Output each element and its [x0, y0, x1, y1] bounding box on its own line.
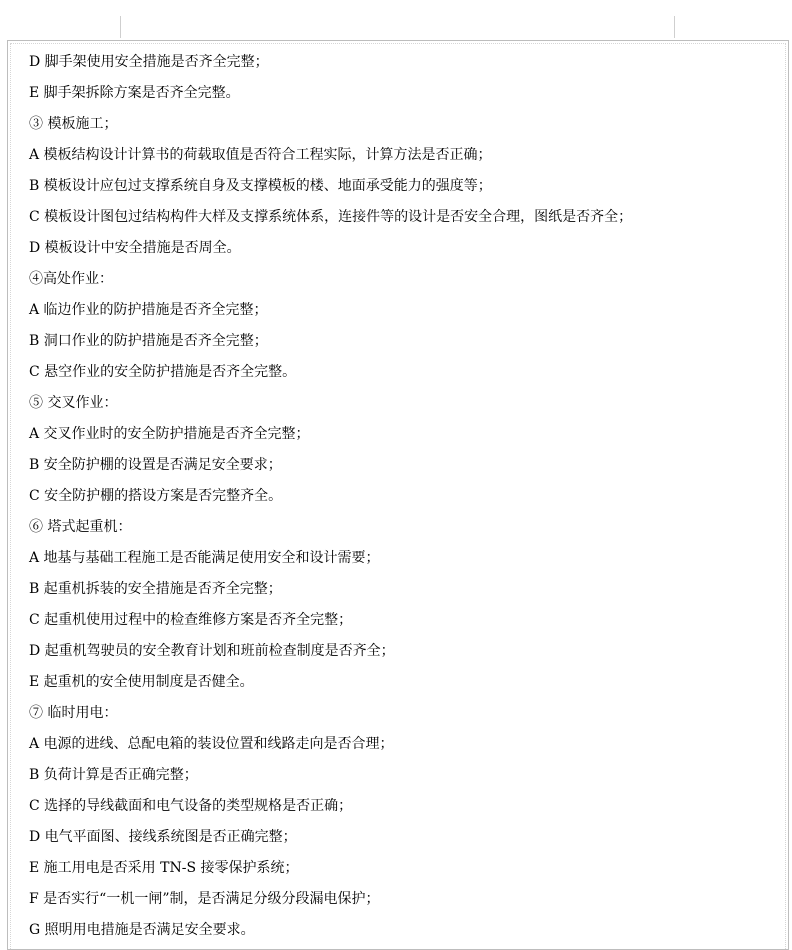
- text-line: B 起重机拆装的安全措施是否齐全完整；: [29, 581, 282, 597]
- text-line: B 负荷计算是否正确完整；: [29, 767, 198, 783]
- text-line: D 脚手架使用安全措施是否齐全完整；: [29, 54, 269, 70]
- document-text: [29, 50, 632, 949]
- section-heading: ④高处作业：: [29, 271, 113, 287]
- text-line: E 施工用电是否采用 TN-S 接零保护系统；: [29, 860, 299, 876]
- text-line: C 悬空作业的安全防护措施是否齐全完整。: [29, 364, 297, 380]
- section-heading: ⑦ 临时用电：: [29, 705, 118, 721]
- text-line: D 电气平面图、接线系统图是否正确完整；: [29, 829, 297, 845]
- section-heading: ③ 模板施工；: [29, 116, 118, 132]
- text-line: A 地基与基础工程施工是否能满足使用安全和设计需要；: [29, 550, 380, 566]
- text-line: G 照明用电措施是否满足安全要求。: [29, 922, 255, 938]
- text-line: A 临边作业的防护措施是否齐全完整；: [29, 302, 268, 318]
- document-page: [7, 40, 789, 950]
- text-line: E 脚手架拆除方案是否齐全完整。: [29, 85, 240, 101]
- text-line: C 选择的导线截面和电气设备的类型规格是否正确；: [29, 798, 353, 814]
- text-line: C 安全防护棚的搭设方案是否完整齐全。: [29, 488, 283, 504]
- right-margin-marker: [674, 16, 675, 38]
- left-margin-marker: [120, 16, 121, 38]
- text-boundary: [10, 43, 786, 949]
- text-line: B 模板设计应包过支撑系统自身及支撑模板的楼、地面承受能力的强度等；: [29, 178, 492, 194]
- text-line: A 电源的进线、总配电箱的装设位置和线路走向是否合理；: [29, 736, 394, 752]
- text-line: B 洞口作业的防护措施是否齐全完整；: [29, 333, 268, 349]
- section-heading: ⑥ 塔式起重机：: [29, 519, 132, 535]
- text-line: B 安全防护棚的设置是否满足安全要求；: [29, 457, 282, 473]
- text-line: D 模板设计中安全措施是否周全。: [29, 240, 241, 256]
- text-line: C 模板设计图包过结构构件大样及支撑系统体系，连接件等的设计是否安全合理，图纸是否齐全；: [29, 209, 633, 225]
- text-line: D 起重机驾驶员的安全教育计划和班前检查制度是否齐全；: [29, 643, 395, 659]
- text-line: F 是否实行“一机一闸”制，是否满足分级分段漏电保护；: [29, 891, 380, 907]
- text-line: A 模板结构设计计算书的荷载取值是否符合工程实际，计算方法是否正确；: [29, 147, 492, 163]
- text-line: E 起重机的安全使用制度是否健全。: [29, 674, 254, 690]
- text-line: A 交叉作业时的安全防护措施是否齐全完整；: [29, 426, 310, 442]
- section-heading: ⑤ 交叉作业：: [29, 395, 118, 411]
- text-line: C 起重机使用过程中的检查维修方案是否齐全完整；: [29, 612, 353, 628]
